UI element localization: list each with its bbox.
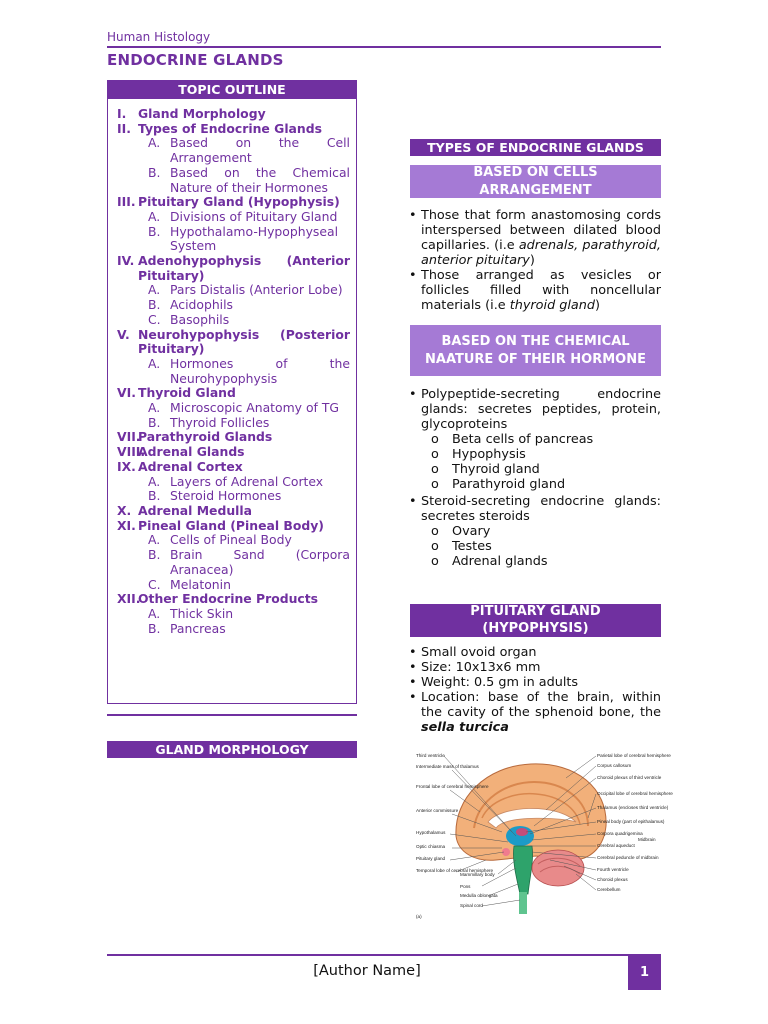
outline-number: C. bbox=[148, 576, 161, 592]
list-subitem: o Thyroid gland bbox=[431, 462, 540, 477]
list-subitem: o Hypophysis bbox=[431, 447, 526, 462]
figure-label: Mammillary body bbox=[460, 872, 495, 877]
outline-number: IX. bbox=[117, 458, 136, 474]
outline-text: Melatonin bbox=[170, 576, 231, 592]
outline-text: Basophils bbox=[170, 311, 230, 327]
outline-number: B. bbox=[148, 620, 161, 636]
outline-text: Thick Skin bbox=[170, 605, 234, 621]
outline-subitem bbox=[117, 622, 350, 637]
outline-item bbox=[117, 592, 350, 607]
outline-number: A. bbox=[148, 473, 161, 489]
outline-text: Pancreas bbox=[170, 620, 226, 636]
outline-item bbox=[117, 122, 350, 137]
outline-text: Types of Endocrine Glands bbox=[138, 120, 322, 136]
figure-label: Midbrain bbox=[638, 837, 656, 842]
outline-subitem bbox=[117, 298, 350, 313]
figure-label: Pons bbox=[460, 884, 471, 889]
list-subitem: o Testes bbox=[431, 539, 492, 554]
topic-outline-heading: TOPIC OUTLINE bbox=[108, 81, 356, 99]
outline-number: VII. bbox=[117, 429, 141, 445]
figure-label: Occipital lobe of cerebral hemisphere bbox=[597, 791, 673, 796]
figure-label: Third ventricle bbox=[416, 753, 445, 758]
figure-label: Spinal cord bbox=[460, 903, 483, 908]
outline-item bbox=[117, 519, 350, 534]
list-item: • Those arranged as vesicles or follicles filled with noncellular materials (i.e thyroid gland) bbox=[409, 268, 661, 313]
outline-text: Other Endocrine Products bbox=[138, 591, 319, 607]
chemical-nature-heading: BASED ON THE CHEMICAL NAATURE OF THEIR HORMONE bbox=[410, 325, 661, 376]
outline-text: Layers of Adrenal Cortex bbox=[170, 473, 324, 489]
outline-subitem bbox=[117, 210, 350, 225]
outline-number: B. bbox=[148, 547, 161, 563]
outline-number: A. bbox=[148, 605, 161, 621]
pituitary-heading: PITUITARY GLAND (HYPOPHYSIS) bbox=[410, 604, 661, 637]
outline-text: Hypothalamo-Hypophyseal System bbox=[170, 223, 339, 254]
list-item: • Steroid-secreting endocrine glands: secretes steroids bbox=[409, 494, 661, 524]
outline-number: A. bbox=[148, 135, 161, 151]
footer-author: [Author Name] bbox=[313, 963, 421, 979]
outline-text: Thyroid Follicles bbox=[170, 414, 270, 430]
outline-number: C. bbox=[148, 311, 161, 327]
list-item: • Small ovoid organ bbox=[409, 645, 537, 660]
outline-item bbox=[117, 328, 350, 357]
outline-subitem bbox=[117, 416, 350, 431]
figure-label: Parietal lobe of cerebral hemisphere bbox=[597, 753, 671, 758]
figure-label: Cerebral aqueduct bbox=[597, 843, 635, 848]
outline-text: Hormones of the Neurohypophysis bbox=[170, 355, 350, 386]
outline-subitem bbox=[117, 225, 350, 254]
bullet-icon: • bbox=[409, 268, 417, 283]
topic-outline-list bbox=[108, 99, 356, 636]
outline-number: A. bbox=[148, 355, 161, 371]
figure-label: Corpus callosum bbox=[597, 763, 632, 768]
outline-subitem bbox=[117, 489, 350, 504]
outline-text: Gland Morphology bbox=[138, 106, 266, 121]
list-item: • Those that form anastomosing cords interspersed between dilated blood capillaries. (i.e adrenals, parathyroid, anterior pituitary) bbox=[409, 208, 661, 268]
outline-text: Acidophils bbox=[170, 297, 234, 313]
outline-text: Adrenal Cortex bbox=[138, 458, 243, 474]
outline-item bbox=[117, 386, 350, 401]
outline-text: Thyroid Gland bbox=[138, 385, 236, 401]
list-subitem: o Beta cells of pancreas bbox=[431, 432, 594, 447]
figure-label: Cerebral peduncle of midbrain bbox=[597, 855, 659, 860]
bullet-icon: • bbox=[409, 387, 417, 402]
outline-text: Brain Sand (Corpora Aranacea) bbox=[170, 547, 350, 577]
brainstem-shape bbox=[513, 846, 532, 894]
list-subitem: o Parathyroid gland bbox=[431, 477, 566, 492]
document-subject: Human Histology bbox=[107, 30, 211, 44]
outline-text: Pars Distalis (Anterior Lobe) bbox=[170, 282, 343, 298]
figure-label: Frontal lobe of cerebral hemisphere bbox=[416, 784, 489, 789]
outline-text: Neurohypophysis (Posterior Pituitary) bbox=[138, 326, 350, 357]
outline-text: Based on the Cell Arrangement bbox=[170, 135, 350, 166]
figure-label: Fourth ventricle bbox=[597, 867, 629, 872]
outline-number: A. bbox=[148, 532, 161, 548]
bullet-icon: • bbox=[409, 208, 417, 223]
list-item: • Location: base of the brain, within the cavity of the sphenoid bone, the sella turcica bbox=[409, 690, 661, 735]
list-item: • Size: 10x13x6 mm bbox=[409, 660, 541, 675]
outline-number: B. bbox=[148, 297, 161, 313]
outline-subitem bbox=[117, 607, 350, 622]
topic-outline-box bbox=[107, 80, 357, 704]
outline-number: A. bbox=[148, 282, 161, 298]
outline-subitem bbox=[117, 475, 350, 490]
cells-arrangement-heading: BASED ON CELLS ARRANGEMENT bbox=[410, 165, 661, 198]
outline-text: Steroid Hormones bbox=[170, 488, 282, 504]
outline-number: III. bbox=[117, 194, 136, 210]
figure-label: Cerebellum bbox=[597, 887, 621, 892]
footer-rule bbox=[107, 954, 661, 956]
figure-label: Optic chiasma bbox=[416, 844, 446, 849]
figure-right-labels bbox=[597, 753, 673, 892]
figure-label: Corpora quadrigemina bbox=[597, 831, 643, 836]
page-number: 1 bbox=[628, 956, 661, 990]
figure-label: Choroid plexus of third ventricle bbox=[597, 775, 662, 780]
outline-item bbox=[117, 445, 350, 460]
outline-subitem bbox=[117, 313, 350, 328]
outline-item bbox=[117, 254, 350, 283]
outline-subitem bbox=[117, 283, 350, 298]
outline-text: Pineal Gland (Pineal Body) bbox=[138, 517, 324, 533]
figure-label: Thalamus (encloses third ventricle) bbox=[597, 805, 669, 810]
outline-bottom-rule bbox=[107, 714, 357, 716]
outline-number: I. bbox=[117, 106, 127, 121]
outline-text: Adrenal Glands bbox=[138, 444, 245, 460]
chemical-nature-list bbox=[409, 387, 661, 569]
outline-subitem bbox=[117, 578, 350, 593]
outline-number: A. bbox=[148, 400, 161, 416]
outline-text: Microscopic Anatomy of TG bbox=[170, 400, 340, 416]
outline-number: X. bbox=[117, 502, 132, 518]
brain-sagittal-figure bbox=[416, 748, 673, 920]
outline-number: IV. bbox=[117, 253, 135, 269]
figure-label: Medulla oblongata bbox=[460, 893, 498, 898]
outline-number: XI. bbox=[117, 517, 136, 533]
list-item: • Weight: 0.5 gm in adults bbox=[409, 675, 579, 690]
figure-label: Temporal lobe of cerebral hemisphere bbox=[416, 868, 494, 873]
outline-subitem bbox=[117, 533, 350, 548]
outline-subitem bbox=[117, 136, 350, 165]
outline-text: Adenohypophysis (Anterior Pituitary) bbox=[138, 253, 350, 283]
header-rule bbox=[107, 46, 661, 48]
outline-number: VIII. bbox=[117, 444, 146, 460]
outline-number: XII. bbox=[117, 591, 141, 607]
figure-label: Pineal body (part of epithalamus) bbox=[597, 819, 665, 824]
document-title: ENDOCRINE GLANDS bbox=[107, 51, 284, 69]
spinal-cord-shape bbox=[519, 892, 527, 914]
outline-subitem bbox=[117, 401, 350, 416]
outline-item bbox=[117, 430, 350, 445]
outline-subitem bbox=[117, 166, 350, 195]
outline-number: VI. bbox=[117, 385, 136, 401]
outline-subitem bbox=[117, 357, 350, 386]
figure-panel-tag: (a) bbox=[416, 914, 422, 919]
cells-arrangement-list bbox=[409, 208, 661, 313]
outline-text: Pituitary Gland (Hypophysis) bbox=[138, 194, 340, 210]
types-heading: TYPES OF ENDOCRINE GLANDS bbox=[410, 139, 661, 156]
outline-text: Parathyroid Glands bbox=[138, 429, 273, 445]
figure-label: Hypothalamus bbox=[416, 830, 446, 835]
cerebellum-shape bbox=[532, 850, 584, 886]
outline-text: Cells of Pineal Body bbox=[170, 532, 292, 548]
outline-item bbox=[117, 460, 350, 475]
outline-item bbox=[117, 107, 350, 122]
pituitary-list bbox=[409, 645, 661, 735]
list-subitem: o Ovary bbox=[431, 524, 491, 539]
outline-text: Adrenal Medulla bbox=[138, 502, 252, 518]
list-item: • Polypeptide-secreting endocrine glands: secretes peptides, protein, glycoproteins bbox=[409, 387, 661, 432]
figure-label: Intermediate mass of thalamus bbox=[416, 764, 479, 769]
outline-number: B. bbox=[148, 488, 161, 504]
outline-number: A. bbox=[148, 208, 161, 224]
figure-bottom-labels bbox=[416, 872, 498, 919]
figure-label: Pituitary gland bbox=[416, 856, 446, 861]
outline-text: Divisions of Pituitary Gland bbox=[170, 208, 338, 224]
outline-text: Based on the Chemical Nature of their Hormones bbox=[170, 164, 350, 195]
outline-item bbox=[117, 504, 350, 519]
outline-number: B. bbox=[148, 223, 161, 239]
list-subitem: o Adrenal glands bbox=[431, 554, 548, 569]
outline-number: B. bbox=[148, 414, 161, 430]
outline-number: B. bbox=[148, 164, 161, 180]
outline-item bbox=[117, 195, 350, 210]
figure-label: Choroid plexus bbox=[597, 877, 628, 882]
outline-number: V. bbox=[117, 326, 130, 342]
outline-subitem bbox=[117, 548, 350, 577]
gland-morphology-heading: GLAND MORPHOLOGY bbox=[107, 741, 357, 758]
bullet-icon: • bbox=[409, 494, 417, 509]
figure-label: Anterior commissure bbox=[416, 808, 459, 813]
outline-number: II. bbox=[117, 120, 131, 136]
